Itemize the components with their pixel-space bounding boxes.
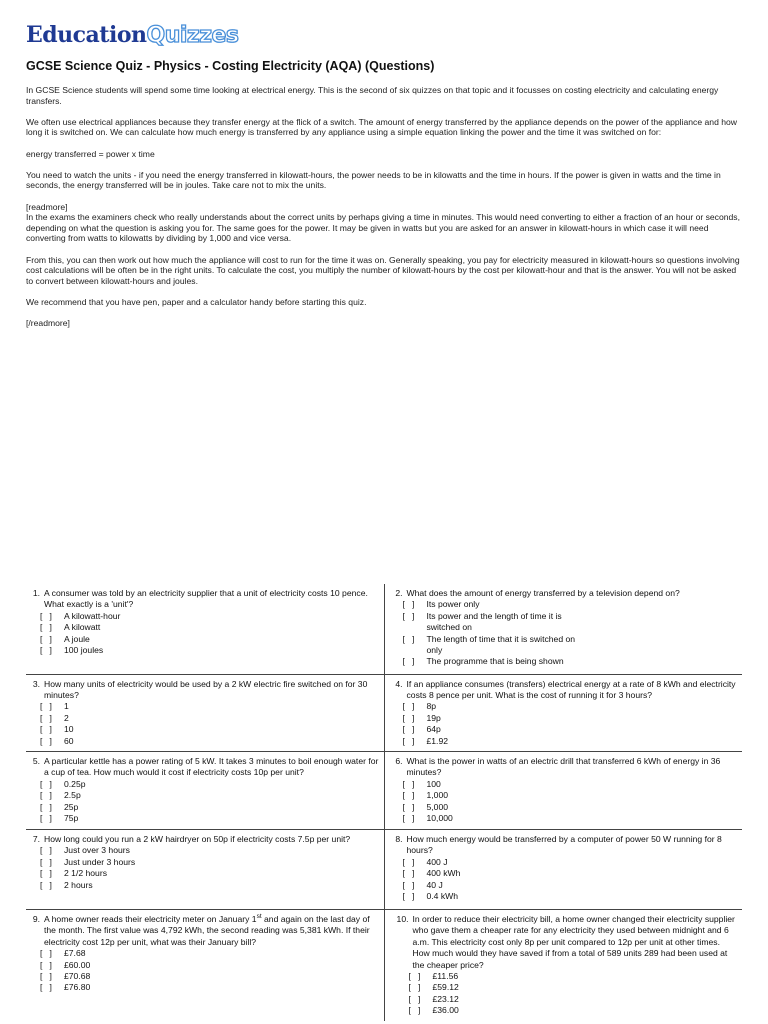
- question-cell-5: [26, 751, 384, 829]
- answer-option[interactable]: [403, 779, 739, 790]
- question-text: A particular kettle has a power rating of 5 kW. It takes 3 minutes to boil enough water for a cup of tea. How much would it cost if electricity costs 10p per unit?: [44, 755, 379, 778]
- answer-option[interactable]: [40, 802, 380, 813]
- question-cell-7: [26, 829, 384, 909]
- intro-text: [26, 85, 741, 339]
- answer-label: £1.92: [426, 735, 449, 746]
- question-number: 9.: [32, 913, 40, 924]
- answer-checkbox[interactable]: [ ]: [40, 970, 52, 981]
- intro-paragraph: In GCSE Science students will spend some time looking at electrical energy. This is the second of six quizzes on that topic and it focusses on costing electricity and calculating energy transfers.: [26, 85, 719, 106]
- answer-label: 400 kWh: [426, 868, 461, 879]
- question-number: 5.: [32, 755, 40, 766]
- answer-checkbox[interactable]: [ ]: [402, 856, 415, 867]
- question-text: How many units of electricity would be used by a 2 kW electric fire switched on for 30 minutes?: [44, 678, 368, 700]
- question-cell-1: [26, 584, 384, 674]
- answer-label: 2: [64, 712, 69, 723]
- educationquizzes-logo: [26, 24, 239, 47]
- answer-option[interactable]: [40, 622, 380, 633]
- question-text: If an appliance consumes (transfers) electrical energy at a rate of 8 kWh and electricity costs 8 pence per unit. What is the cost of running it for 3 hours?: [406, 678, 736, 700]
- answer-option[interactable]: [403, 802, 739, 813]
- answer-option[interactable]: [40, 948, 380, 959]
- answer-label: Its power and the length of time it is switched on: [426, 610, 562, 633]
- question-text: In order to reduce their electricity bill, a home owner changed their electricity supplier who gave them a cheaper rate for any electricity they used between midnight and 6 a.m. This electricity cost only 8p per unit compared to 12p per unit at other times. How much would they have saved if from a total of 589 units 289 had been used at the cheaper price?: [412, 913, 735, 970]
- question-number: 8.: [395, 833, 403, 844]
- answer-checkbox[interactable]: [ ]: [40, 959, 52, 970]
- answer-label: 100: [426, 778, 441, 789]
- answer-checkbox[interactable]: [ ]: [402, 801, 415, 812]
- answer-label: 2 1/2 hours: [64, 868, 107, 879]
- answer-label: 75p: [64, 812, 79, 823]
- answer-checkbox[interactable]: [ ]: [402, 633, 415, 644]
- answer-checkbox[interactable]: [ ]: [402, 735, 415, 746]
- answer-checkbox[interactable]: [ ]: [40, 633, 52, 644]
- question-number: 6.: [395, 755, 403, 766]
- answer-option[interactable]: [403, 857, 739, 868]
- answer-checkbox[interactable]: [ ]: [402, 712, 415, 723]
- answer-label: 5,000: [426, 801, 449, 812]
- question-cell-6: [384, 751, 742, 829]
- answer-checkbox[interactable]: [ ]: [40, 879, 52, 890]
- question-cell-10: [384, 909, 742, 1020]
- answer-option[interactable]: [40, 790, 380, 801]
- answer-option[interactable]: [403, 701, 739, 712]
- answer-option[interactable]: [40, 736, 380, 747]
- answer-label: 0.25p: [64, 778, 86, 789]
- question-cell-4: [384, 674, 742, 751]
- answer-option[interactable]: [40, 845, 380, 856]
- answer-label: £70.68: [64, 970, 91, 981]
- answer-checkbox[interactable]: [ ]: [402, 656, 415, 667]
- question-cell-8: [384, 829, 742, 909]
- answer-option[interactable]: [40, 971, 380, 982]
- answer-checkbox[interactable]: [ ]: [408, 982, 421, 993]
- answer-label: 100 joules: [64, 645, 104, 656]
- answer-checkbox[interactable]: [ ]: [40, 801, 52, 812]
- answer-option[interactable]: [403, 634, 739, 657]
- question-text: A home owner reads their electricity meter on January 1st and again on the last day of the month. The first value was 4,792 kWh, the second reading was 5,381 kWh. If their electricity cost 12p per unit, what was their January bill?: [44, 913, 370, 947]
- answer-checkbox[interactable]: [ ]: [40, 982, 52, 993]
- answer-checkbox[interactable]: [ ]: [40, 701, 52, 712]
- answer-option[interactable]: [403, 611, 739, 634]
- answer-option[interactable]: [40, 779, 380, 790]
- answer-checkbox[interactable]: [ ]: [402, 599, 415, 610]
- answer-option[interactable]: [403, 736, 739, 747]
- answer-option[interactable]: [40, 713, 380, 724]
- logo-part-quizzes: Quizzes: [146, 23, 239, 48]
- answer-checkbox[interactable]: [ ]: [40, 622, 52, 633]
- answer-option[interactable]: [40, 611, 380, 622]
- question-text: A consumer was told by an electricity supplier that a unit of electricity costs 10 pence. What exactly is a 'unit'?: [44, 588, 368, 610]
- answer-label: 19p: [426, 712, 441, 723]
- question-text: What is the power in watts of an electric drill that transferred 6 kWh of energy in 36 minutes?: [406, 755, 721, 778]
- answer-label: £36.00: [432, 1005, 459, 1016]
- answer-label: £76.80: [64, 982, 91, 993]
- page-title: GCSE Science Quiz - Physics - Costing Electricity (AQA) (Questions): [26, 59, 435, 73]
- answer-label: £60.00: [64, 959, 91, 970]
- answer-checkbox[interactable]: [ ]: [402, 778, 415, 789]
- answer-option[interactable]: [403, 880, 739, 891]
- answer-checkbox[interactable]: [ ]: [402, 701, 415, 712]
- answer-checkbox[interactable]: [ ]: [408, 970, 421, 981]
- answer-option[interactable]: [403, 599, 739, 610]
- answer-label: 2.5p: [64, 790, 81, 801]
- answer-option[interactable]: [403, 724, 739, 735]
- readmore-open-tag: [readmore]: [26, 201, 68, 212]
- answer-checkbox[interactable]: [ ]: [40, 724, 52, 735]
- question-number: 2.: [395, 588, 403, 598]
- answer-option[interactable]: [409, 982, 739, 993]
- answer-checkbox[interactable]: [ ]: [40, 812, 52, 823]
- question-text: How long could you run a 2 kW hairdryer on 50p if electricity costs 7.5p per unit?: [44, 833, 351, 844]
- answer-label: A kilowatt: [64, 622, 101, 633]
- answer-label: 400 J: [426, 856, 448, 867]
- answer-option[interactable]: [403, 656, 739, 667]
- question-cell-9: [26, 909, 384, 1020]
- answer-option[interactable]: [40, 960, 380, 971]
- answer-option[interactable]: [409, 971, 739, 982]
- answer-checkbox[interactable]: [ ]: [402, 868, 415, 879]
- question-number: 10.: [396, 913, 409, 924]
- question-grid: [26, 584, 742, 1021]
- question-cell-2: [384, 584, 742, 674]
- answer-checkbox[interactable]: [ ]: [402, 879, 415, 890]
- answer-option[interactable]: [40, 857, 380, 868]
- answer-checkbox[interactable]: [ ]: [40, 610, 52, 621]
- question-number: 7.: [32, 833, 40, 844]
- answer-label: A kilowatt-hour: [64, 610, 121, 621]
- question-number: 1.: [32, 588, 40, 598]
- answer-option[interactable]: [403, 868, 739, 879]
- intro-paragraph: You need to watch the units - if you need the energy transferred in kilowatt-hours, the power needs to be in kilowatts and the time in hours. If the power is given in watts and the time in seconds, the energy transferred will be in joules. Take care not to mix the units.: [26, 169, 721, 191]
- answer-checkbox[interactable]: [ ]: [408, 993, 421, 1004]
- answer-checkbox[interactable]: [ ]: [40, 790, 52, 801]
- answer-option[interactable]: [40, 982, 380, 993]
- answer-label: A joule: [64, 633, 90, 644]
- answer-label: The length of time that it is switched on only: [426, 633, 576, 656]
- question-cell-3: [26, 674, 384, 751]
- answer-label: 1: [64, 701, 69, 712]
- answer-label: 10: [64, 724, 74, 735]
- answer-option[interactable]: [40, 701, 380, 712]
- answer-label: £23.12: [432, 993, 459, 1004]
- answer-checkbox[interactable]: [ ]: [40, 712, 52, 723]
- answer-checkbox[interactable]: [ ]: [402, 890, 415, 901]
- answer-label: 0.4 kWh: [426, 890, 459, 901]
- answer-label: 8p: [426, 701, 437, 712]
- answer-label: Its power only: [426, 599, 480, 610]
- answer-label: Just over 3 hours: [64, 845, 130, 856]
- intro-paragraph: We recommend that you have pen, paper and a calculator handy before starting this quiz.: [26, 296, 367, 307]
- answer-label: The programme that is being shown: [426, 656, 564, 667]
- intro-paragraph: In the exams the examiners check who really understands about the correct units by perhaps giving a time in minutes. This would need converting to either a fraction of an hour or seconds, depending on what the question is asking you for. The same goes for the power. It may be given in watts but you are asked for an answer in kilowatt-hours in which case it will need converting from watts to kilowatts by dividing by 1,000 and vice versa.: [26, 212, 740, 244]
- answer-option[interactable]: [403, 891, 739, 902]
- question-number: 4.: [395, 678, 403, 689]
- answer-label: 40 J: [426, 879, 443, 890]
- answer-option[interactable]: [409, 1005, 739, 1016]
- answer-checkbox[interactable]: [ ]: [408, 1005, 421, 1016]
- answer-label: 60: [64, 735, 74, 746]
- answer-label: Just under 3 hours: [64, 856, 136, 867]
- answer-option[interactable]: [40, 880, 380, 891]
- answer-checkbox[interactable]: [ ]: [40, 778, 52, 789]
- answer-label: 2 hours: [64, 879, 93, 890]
- answer-option[interactable]: [40, 868, 380, 879]
- answer-option[interactable]: [40, 634, 380, 645]
- answer-option[interactable]: [40, 645, 380, 656]
- answer-label: £7.68: [64, 948, 86, 959]
- answer-checkbox[interactable]: [ ]: [40, 645, 52, 656]
- intro-paragraph: We often use electrical appliances because they transfer energy at the flick of a switch. The amount of energy transferred by the appliance depends on the power of the appliance and how long it is switched on. We can calculate how much energy is transferred by any appliance using a simple equation linking the power and the time it was switched on for:: [26, 116, 738, 138]
- answer-checkbox[interactable]: [ ]: [40, 856, 52, 867]
- answer-checkbox[interactable]: [ ]: [40, 735, 52, 746]
- intro-paragraph: From this, you can then work out how much the appliance will cost to run for the time it was on. Generally speaking, you pay for electricity measured in kilowatt-hours so questions involving cost calculations will be often be in the right units. To calculate the cost, you multiply the number of kilowatt-hours by the cost per kilowatt-hour and that is the answer. You will not be asked to convert between kilowatt-hours and joules.: [26, 254, 740, 286]
- answer-option[interactable]: [403, 713, 739, 724]
- answer-option[interactable]: [403, 813, 739, 824]
- intro-equation: energy transferred = power x time: [26, 148, 155, 159]
- readmore-close-tag: [/readmore]: [26, 318, 70, 329]
- answer-checkbox[interactable]: [ ]: [40, 948, 52, 959]
- answer-label: £59.12: [432, 982, 459, 993]
- question-text: How much energy would be transferred by a computer of power 50 W running for 8 hours?: [406, 833, 722, 856]
- answer-checkbox[interactable]: [ ]: [402, 724, 415, 735]
- answer-checkbox[interactable]: [ ]: [402, 790, 415, 801]
- answer-checkbox[interactable]: [ ]: [40, 868, 52, 879]
- answer-option[interactable]: [403, 790, 739, 801]
- answer-label: 25p: [64, 801, 79, 812]
- answer-option[interactable]: [40, 724, 380, 735]
- answer-checkbox[interactable]: [ ]: [402, 812, 415, 823]
- answer-option[interactable]: [409, 994, 739, 1005]
- answer-label: £11.56: [432, 970, 459, 981]
- answer-label: 64p: [426, 724, 441, 735]
- answer-checkbox[interactable]: [ ]: [402, 610, 415, 621]
- answer-checkbox[interactable]: [ ]: [40, 845, 52, 856]
- logo-part-education: Education: [26, 22, 147, 48]
- answer-label: 10,000: [426, 812, 453, 823]
- answer-label: 1,000: [426, 790, 449, 801]
- question-text: What does the amount of energy transferred by a television depend on?: [406, 588, 680, 598]
- answer-option[interactable]: [40, 813, 380, 824]
- question-number: 3.: [32, 678, 40, 689]
